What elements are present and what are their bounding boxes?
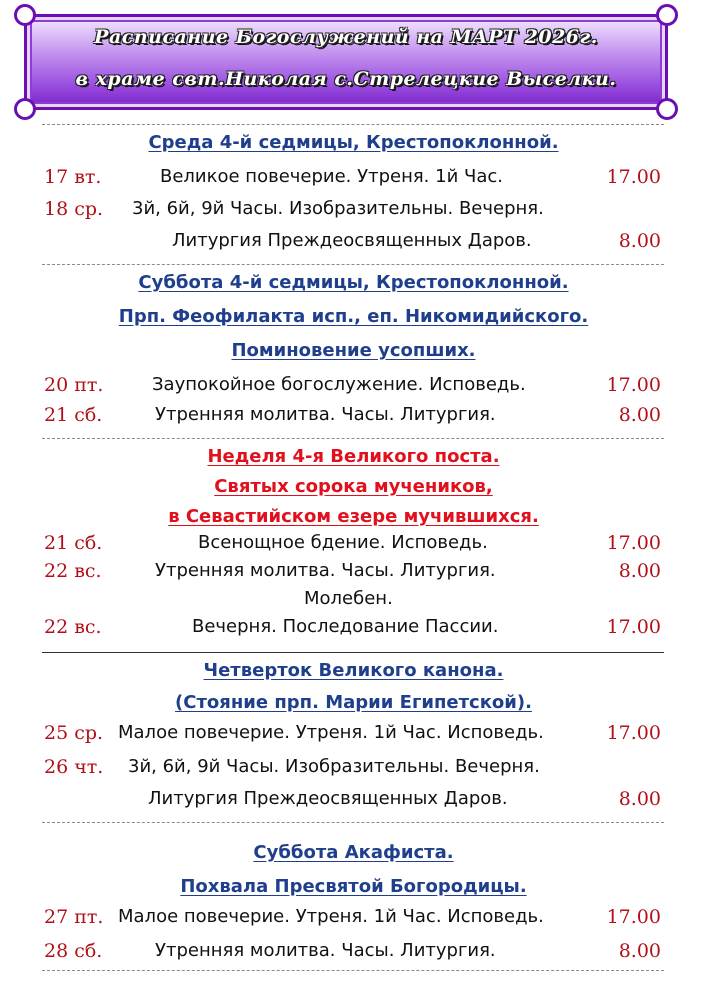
schedule-row bbox=[0, 230, 707, 256]
page-subtitle: в храме свт.Николая с.Стрелецкие Выселки. bbox=[75, 68, 617, 90]
section-heading: (Стояние прп. Марии Египетской). bbox=[175, 692, 532, 713]
row-service: Молебен. bbox=[304, 588, 393, 609]
schedule-row bbox=[0, 166, 707, 192]
row-time: 17.00 bbox=[606, 722, 661, 744]
section-divider bbox=[42, 124, 664, 125]
row-date: 25 ср. bbox=[44, 722, 104, 744]
row-time: 17.00 bbox=[606, 532, 661, 554]
page-title: Расписание Богослужений на МАРТ 2026г. bbox=[94, 26, 598, 48]
row-time: 8.00 bbox=[618, 560, 661, 582]
row-service: Малое повечерие. Утреня. 1й Час. Исповедь. bbox=[118, 906, 544, 927]
schedule-row bbox=[0, 532, 707, 558]
section-heading: Неделя 4-я Великого поста. bbox=[207, 446, 500, 467]
banner-corner-ornament bbox=[656, 98, 678, 120]
section-heading: Поминовение усопших. bbox=[231, 340, 476, 361]
banner-corner-ornament bbox=[14, 98, 36, 120]
row-service: 3й, 6й, 9й Часы. Изобразительны. Вечерня. bbox=[132, 198, 544, 219]
schedule-row bbox=[0, 404, 707, 430]
section-divider bbox=[42, 822, 664, 823]
row-service: Утренняя молитва. Часы. Литургия. bbox=[155, 560, 496, 581]
row-date: 17 вт. bbox=[44, 166, 102, 188]
row-date: 22 вс. bbox=[44, 560, 102, 582]
schedule-row bbox=[0, 756, 707, 782]
section-heading: Четверток Великого канона. bbox=[203, 660, 504, 681]
section-divider bbox=[42, 438, 664, 439]
row-service: 3й, 6й, 9й Часы. Изобразительны. Вечерня. bbox=[128, 756, 540, 777]
row-date: 28 сб. bbox=[44, 940, 103, 962]
schedule-row bbox=[0, 722, 707, 748]
row-time: 8.00 bbox=[618, 230, 661, 252]
schedule-row bbox=[0, 940, 707, 966]
row-date: 21 сб. bbox=[44, 532, 103, 554]
section-heading: Суббота 4-й седмицы, Крестопоклонной. bbox=[138, 272, 569, 293]
banner-corner-ornament bbox=[656, 4, 678, 26]
row-service: Великое повечерие. Утреня. 1й Час. bbox=[160, 166, 503, 187]
row-service: Утренняя молитва. Часы. Литургия. bbox=[155, 404, 496, 425]
row-service: Всенощное бдение. Исповедь. bbox=[198, 532, 488, 553]
banner-corner-ornament bbox=[14, 4, 36, 26]
row-time: 8.00 bbox=[618, 788, 661, 810]
section-divider bbox=[42, 652, 664, 653]
row-date: 26 чт. bbox=[44, 756, 104, 778]
section-heading: Похвала Пресвятой Богородицы. bbox=[180, 876, 527, 897]
schedule-row bbox=[0, 616, 707, 642]
row-time: 17.00 bbox=[606, 166, 661, 188]
section-heading: Святых сорока мучеников, bbox=[214, 476, 493, 497]
row-date: 27 пт. bbox=[44, 906, 104, 928]
section-heading: в Севастийском езере мучившихся. bbox=[168, 506, 539, 527]
row-service: Утренняя молитва. Часы. Литургия. bbox=[155, 940, 496, 961]
title-banner bbox=[24, 14, 668, 110]
row-service: Вечерня. Последование Пассии. bbox=[192, 616, 499, 637]
row-date: 20 пт. bbox=[44, 374, 104, 396]
section-divider bbox=[42, 264, 664, 265]
row-time: 17.00 bbox=[606, 374, 661, 396]
section-heading: Среда 4-й седмицы, Крестопоклонной. bbox=[148, 132, 559, 153]
row-service: Литургия Преждеосвященных Даров. bbox=[148, 788, 508, 809]
row-time: 8.00 bbox=[618, 940, 661, 962]
row-service: Малое повечерие. Утреня. 1й Час. Исповедь. bbox=[118, 722, 544, 743]
section-divider bbox=[42, 970, 664, 971]
schedule-row bbox=[0, 906, 707, 932]
row-date: 18 ср. bbox=[44, 198, 104, 220]
section-heading: Суббота Акафиста. bbox=[253, 842, 454, 863]
schedule-row bbox=[0, 788, 707, 814]
schedule-row bbox=[0, 588, 707, 614]
section-heading: Прп. Феофилакта исп., еп. Никомидийского. bbox=[118, 306, 589, 327]
row-time: 8.00 bbox=[618, 404, 661, 426]
row-date: 22 вс. bbox=[44, 616, 102, 638]
row-service: Заупокойное богослужение. Исповедь. bbox=[152, 374, 526, 395]
schedule-row bbox=[0, 198, 707, 224]
row-service: Литургия Преждеосвященных Даров. bbox=[172, 230, 532, 251]
row-time: 17.00 bbox=[606, 616, 661, 638]
schedule-row bbox=[0, 374, 707, 400]
schedule-row bbox=[0, 560, 707, 586]
row-date: 21 сб. bbox=[44, 404, 103, 426]
row-time: 17.00 bbox=[606, 906, 661, 928]
